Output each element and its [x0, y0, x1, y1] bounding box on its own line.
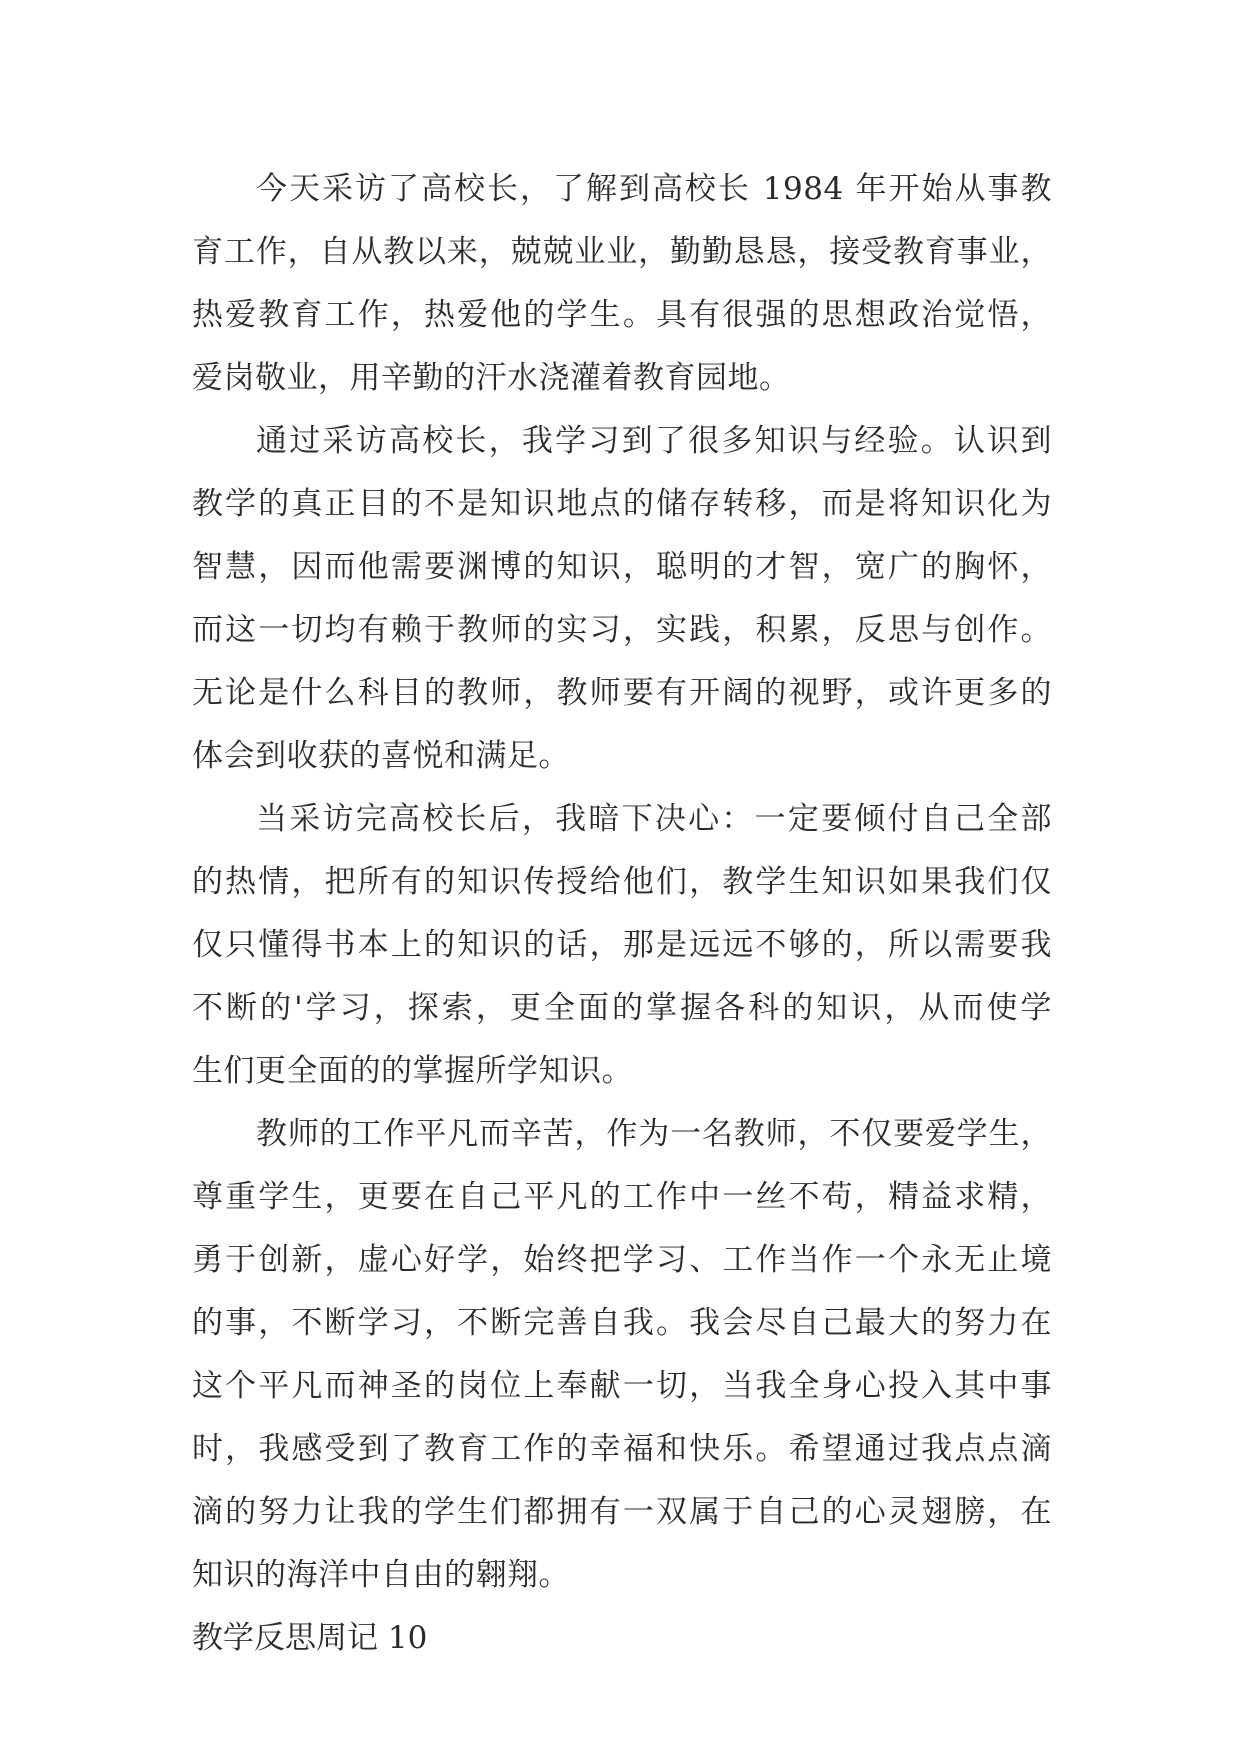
paragraph-line: 通过采访高校长，我学习到了很多知识与经验。认识到	[256, 423, 1052, 459]
paragraph-line: 这个平凡而神圣的岗位上奉献一切，当我全身心投入其中事	[192, 1368, 1052, 1404]
document-body	[192, 158, 1052, 1670]
paragraph-line: 热爱教育工作，热爱他的学生。具有很强的思想政治觉悟，	[192, 297, 1052, 333]
paragraph-line: 生们更全面的的掌握所学知识。	[192, 1053, 633, 1089]
paragraph-line: 今天采访了高校长，了解到高校长 1984 年开始从事教	[256, 171, 1052, 207]
paragraph-line: 仅只懂得书本上的知识的话，那是远远不够的，所以需要我	[192, 927, 1052, 963]
paragraph-3	[192, 788, 1052, 1103]
paragraph-4	[192, 1103, 1052, 1607]
paragraph-line: 不断的'学习，探索，更全面的掌握各科的知识，从而使学	[192, 990, 1052, 1026]
paragraph-line: 尊重学生，更要在自己平凡的工作中一丝不苟，精益求精，	[192, 1179, 1052, 1215]
paragraph-line: 当采访完高校长后，我暗下决心：一定要倾付自己全部	[256, 801, 1052, 837]
paragraph-line: 教学的真正目的不是知识地点的储存转移，而是将知识化为	[192, 486, 1052, 522]
paragraph-line: 智慧，因而他需要渊博的知识，聪明的才智，宽广的胸怀，	[192, 549, 1052, 585]
paragraph-line: 教师的工作平凡而辛苦，作为一名教师，不仅要爱学生，	[256, 1116, 1052, 1152]
paragraph-2	[192, 410, 1052, 788]
paragraph-line: 的事，不断学习，不断完善自我。我会尽自己最大的努力在	[192, 1305, 1052, 1341]
paragraph-line: 滴的努力让我的学生们都拥有一双属于自己的心灵翅膀，在	[192, 1494, 1052, 1530]
paragraph-1	[192, 158, 1052, 410]
paragraph-line: 体会到收获的喜悦和满足。	[192, 738, 570, 774]
paragraph-line: 知识的海洋中自由的翱翔。	[192, 1557, 570, 1593]
section-heading: 教学反思周记 10	[192, 1620, 428, 1656]
paragraph-line: 爱岗敬业，用辛勤的汗水浇灌着教育园地。	[192, 360, 791, 396]
paragraph-line: 的热情，把所有的知识传授给他们，教学生知识如果我们仅	[192, 864, 1052, 900]
paragraph-line: 勇于创新，虚心好学，始终把学习、工作当作一个永无止境	[192, 1242, 1052, 1278]
paragraph-line: 育工作，自从教以来，兢兢业业，勤勤恳恳，接受教育事业，	[192, 234, 1052, 270]
paragraph-line: 时，我感受到了教育工作的幸福和快乐。希望通过我点点滴	[192, 1431, 1052, 1467]
paragraph-line: 无论是什么科目的教师，教师要有开阔的视野，或许更多的	[192, 675, 1052, 711]
paragraph-line: 而这一切均有赖于教师的实习，实践，积累，反思与创作。	[192, 612, 1052, 648]
